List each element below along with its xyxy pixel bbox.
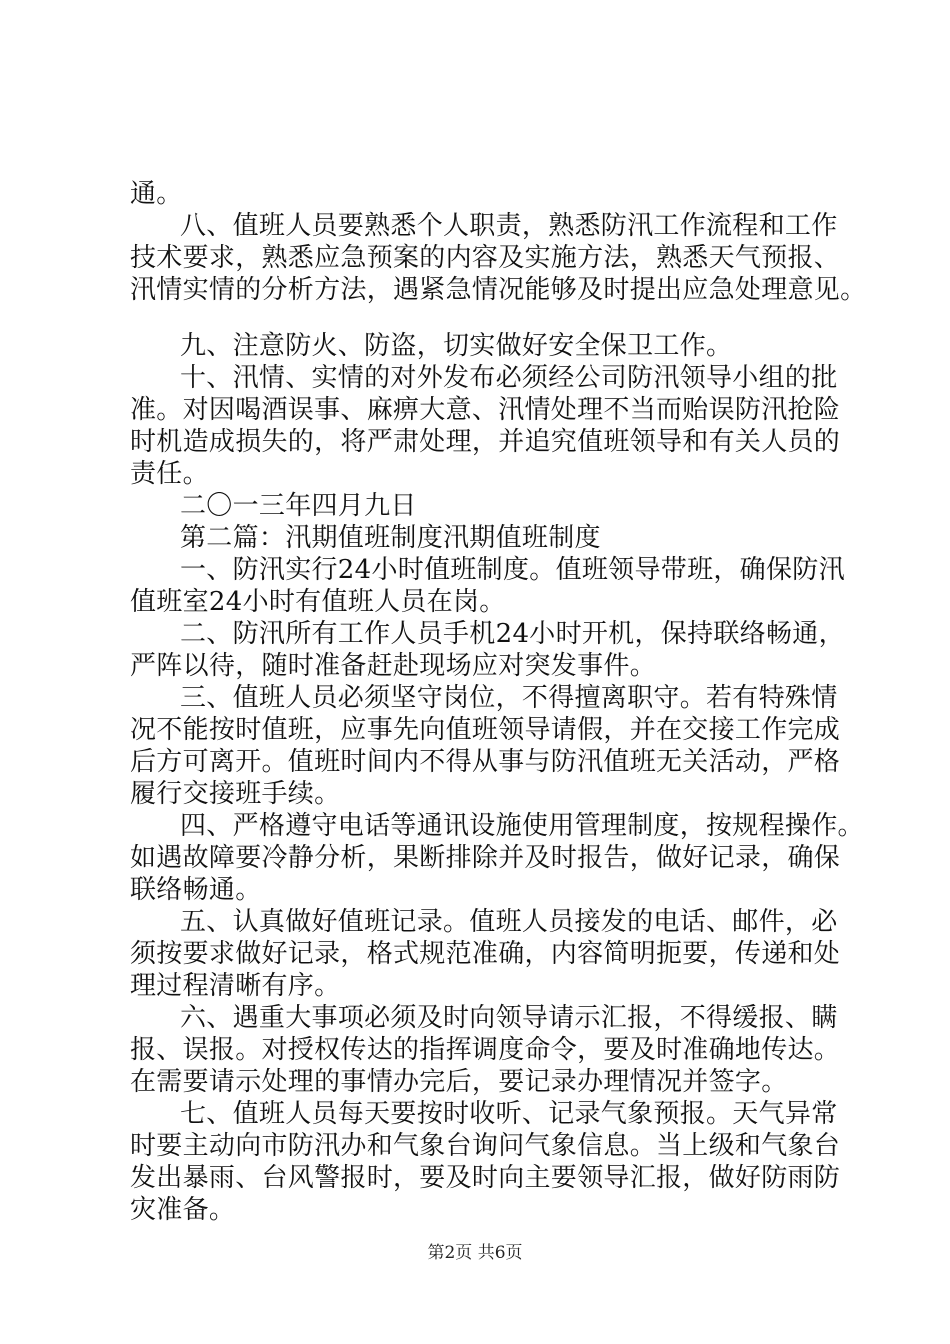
text-line: 须按要求做好记录，格式规范准确，内容简明扼要，传递和处	[130, 939, 841, 969]
text-line: 一、防汛实行24小时值班制度。值班领导带班，确保防汛	[180, 555, 845, 585]
text-line: 灾准备。	[130, 1195, 236, 1225]
text-line: 时机造成损失的，将严肃处理，并追究值班领导和有关人员的	[130, 427, 841, 457]
text-line: 六、遇重大事项必须及时向领导请示汇报，不得缓报、瞒	[180, 1003, 838, 1033]
text-line: 三、值班人员必须坚守岗位，不得擅离职守。若有特殊情	[180, 683, 838, 713]
text-line: 严阵以待，随时准备赶赴现场应对突发事件。	[130, 651, 657, 681]
text-line: 值班室24小时有值班人员在岗。	[130, 587, 506, 617]
text-line: 技术要求，熟悉应急预案的内容及实施方法，熟悉天气预报、	[130, 243, 841, 273]
text-line: 况不能按时值班，应事先向值班领导请假，并在交接工作完成	[130, 715, 841, 745]
text-line: 理过程清晰有序。	[130, 971, 341, 1001]
text-line: 报、误报。对授权传达的指挥调度命令，要及时准确地传达。	[130, 1035, 841, 1065]
text-line: 发出暴雨、台风警报时，要及时向主要领导汇报，做好防雨防	[130, 1163, 841, 1193]
text-line: 如遇故障要冷静分析，果断排除并及时报告，做好记录，确保	[130, 843, 841, 873]
text-line: 九、注意防火、防盗，切实做好安全保卫工作。	[180, 331, 733, 361]
text-line: 联络畅通。	[130, 875, 262, 905]
text-line: 汛情实情的分析方法，遇紧急情况能够及时提出应急处理意见。	[130, 275, 867, 305]
section-title: 第二篇：汛期值班制度汛期值班制度	[180, 523, 601, 553]
text-line: 七、值班人员每天要按时收听、记录气象预报。天气异常	[180, 1099, 838, 1129]
text-line: 二、防汛所有工作人员手机24小时开机，保持联络畅通，	[180, 619, 845, 649]
text-line: 通。	[130, 179, 183, 209]
text-line: 在需要请示处理的事情办完后，要记录办理情况并签字。	[130, 1067, 788, 1097]
page-number-footer: 第2页 共6页	[427, 1243, 523, 1263]
text-line: 履行交接班手续。	[130, 779, 341, 809]
text-line: 四、严格遵守电话等通讯设施使用管理制度，按规程操作。	[180, 811, 864, 841]
document-date: 二〇一三年四月九日	[180, 491, 417, 521]
text-line: 时要主动向市防汛办和气象台询问气象信息。当上级和气象台	[130, 1131, 841, 1161]
text-line: 责任。	[130, 459, 209, 489]
text-line: 八、值班人员要熟悉个人职责，熟悉防汛工作流程和工作	[180, 211, 838, 241]
text-line: 后方可离开。值班时间内不得从事与防汛值班无关活动，严格	[130, 747, 841, 777]
text-line: 准。对因喝酒误事、麻痹大意、汛情处理不当而贻误防汛抢险	[130, 395, 841, 425]
text-line: 五、认真做好值班记录。值班人员接发的电话、邮件，必	[180, 907, 838, 937]
text-line: 十、汛情、实情的对外发布必须经公司防汛领导小组的批	[180, 363, 838, 393]
